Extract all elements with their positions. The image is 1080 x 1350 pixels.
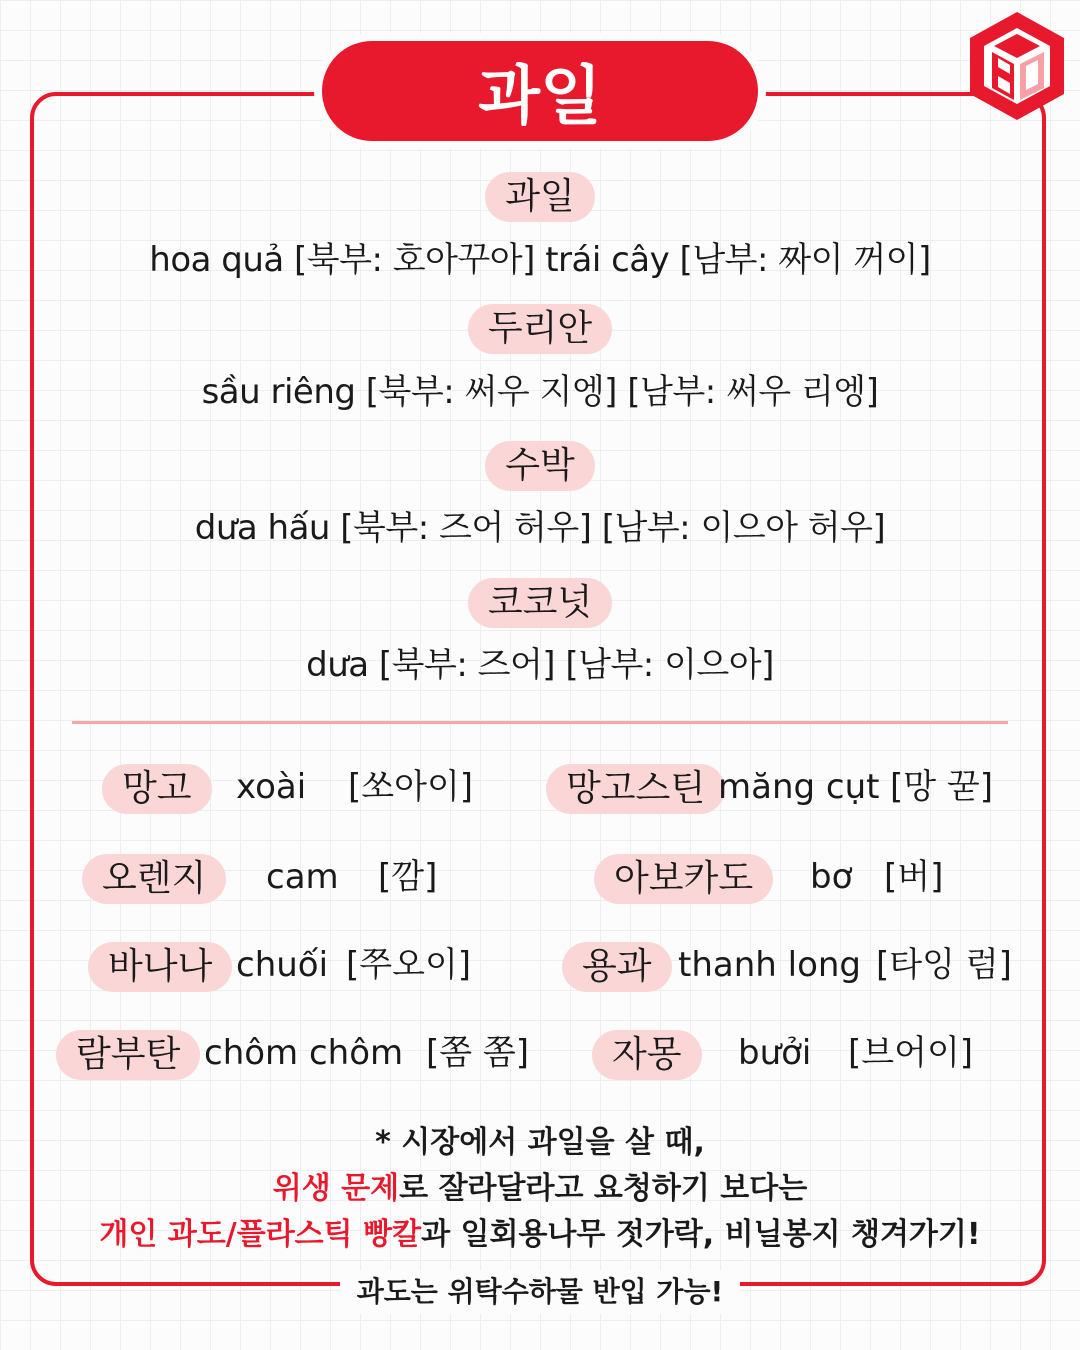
- vietnamese-word: bưởi: [738, 1033, 812, 1073]
- pronunciation: [브어이]: [848, 1033, 974, 1073]
- pronunciation: [쭈오이]: [346, 945, 472, 985]
- korean-tag: 수박: [485, 441, 595, 491]
- pronunciation: [타잉 럼]: [876, 945, 1012, 985]
- vietnamese-word: cam: [266, 857, 339, 897]
- vietnamese-word: thanh long: [678, 945, 861, 985]
- note-line-1: * 시장에서 과일을 살 때,: [375, 1125, 705, 1160]
- korean-tag: 과일: [485, 172, 595, 222]
- vietnamese-word: chôm chôm: [204, 1033, 404, 1073]
- word-block-watermelon: [60, 441, 1020, 491]
- word-line-fruit: hoa quả [북부: 호아꾸아] trái cây [남부: 짜이 꺼이]: [149, 240, 931, 280]
- korean-tag: 용과: [562, 942, 672, 992]
- korean-tag: 자몽: [592, 1030, 702, 1080]
- pronunciation: [망 꾿]: [890, 767, 994, 807]
- vietnamese-word: xoài: [236, 767, 307, 807]
- list-item: [546, 764, 994, 814]
- word-block-durian: [60, 304, 1020, 354]
- korean-tag: 망고: [102, 764, 212, 814]
- pronunciation: [깜]: [378, 857, 438, 897]
- korean-tag: 오렌지: [82, 854, 226, 904]
- vietnamese-word: bơ: [810, 857, 853, 897]
- note-text: 과 일회용나무 젓가락, 비닐봉지 챙겨가기!: [421, 1217, 981, 1252]
- korean-tag: 두리안: [468, 304, 612, 354]
- korean-tag: 망고스틴: [546, 764, 725, 814]
- word-block-fruit: [60, 172, 1020, 222]
- note-line-2: [40, 1166, 1040, 1212]
- pronunciation: [쫌 쫌]: [426, 1033, 530, 1073]
- brand-cube-logo-icon: [964, 8, 1070, 124]
- pronunciation: [버]: [884, 857, 944, 897]
- pronunciation: [쏘아이]: [348, 767, 474, 807]
- vietnamese-word: măng cụt: [718, 767, 880, 807]
- list-item: [82, 854, 438, 904]
- word-line-coconut: dưa [북부: 즈어] [남부: 이으아]: [306, 645, 774, 685]
- section-divider: [72, 721, 1008, 724]
- list-item: [88, 942, 472, 992]
- korean-tag: 코코넛: [468, 578, 612, 628]
- vietnamese-word: chuối: [236, 945, 329, 985]
- list-item: [56, 1030, 530, 1080]
- note-highlight: 위생 문제: [272, 1171, 400, 1206]
- list-item: [102, 764, 474, 814]
- list-item: [592, 1030, 974, 1080]
- list-item: [562, 942, 1012, 992]
- page-title: 과일: [322, 41, 758, 141]
- word-line-durian: sầu riêng [북부: 써우 지엥] [남부: 써우 리엥]: [201, 372, 879, 412]
- korean-tag: 아보카도: [594, 854, 773, 904]
- note-line-3: [40, 1212, 1040, 1258]
- note-highlight: 개인 과도/플라스틱 빵칼: [99, 1217, 422, 1252]
- korean-tag: 람부탄: [56, 1030, 200, 1080]
- word-line-watermelon: dưa hấu [북부: 즈어 허우] [남부: 이으아 허우]: [194, 508, 886, 548]
- note-text: 로 잘라달라고 요청하기 보다는: [399, 1171, 808, 1206]
- list-item: [594, 854, 944, 904]
- word-block-coconut: [60, 578, 1020, 628]
- korean-tag: 바나나: [88, 942, 232, 992]
- footer-note: 과도는 위탁수하물 반입 가능!: [340, 1270, 740, 1314]
